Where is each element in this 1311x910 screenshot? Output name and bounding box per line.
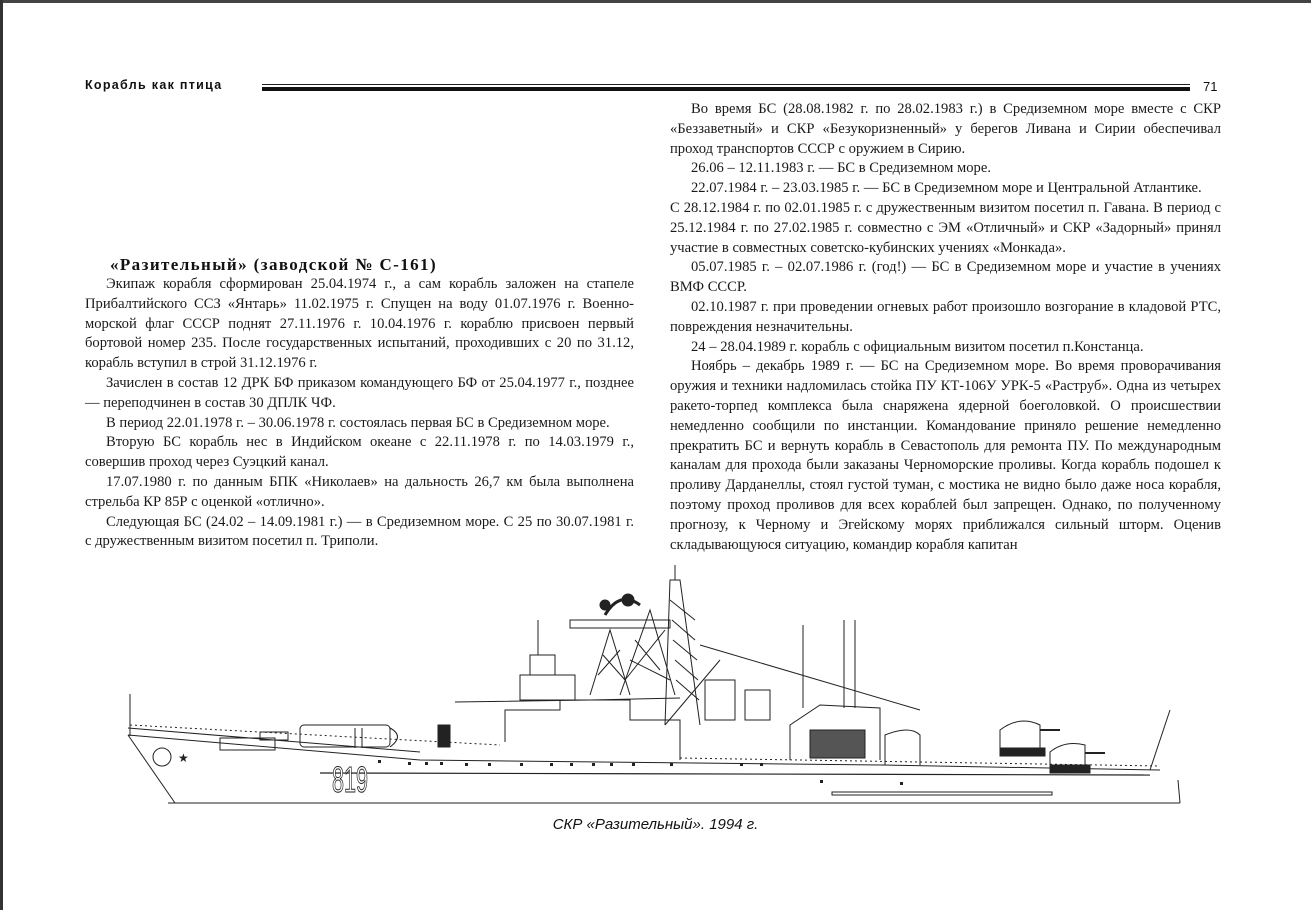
star-emblem-icon: ★ <box>178 751 189 765</box>
bridge <box>520 675 575 700</box>
header-rule-thin <box>262 84 1190 85</box>
bow-stem <box>128 735 175 803</box>
header-rule <box>262 84 1190 91</box>
stern <box>1178 780 1180 803</box>
paragraph: 02.10.1987 г. при проведении огневых работ произошло возгорание в кладовой РТС, повреждения незначительны. <box>670 298 1221 335</box>
hull-number: 819 <box>332 759 368 800</box>
paragraph: Во время БС (28.08.1982 г. по 28.02.1983 г.) в Средиземном море вместе с СКР «Беззаветный» и СКР «Безукоризненный» у берегов Ливана и Сирии обеспечивал проход транспортов СССР с оружием в Сирию. <box>670 101 1221 157</box>
ensign-staff <box>1150 710 1170 770</box>
anchor-hawse-icon <box>153 748 171 766</box>
right-column <box>670 100 1221 555</box>
viewer-top-border <box>0 0 1311 3</box>
gun-turret-1 <box>1000 721 1040 750</box>
left-column <box>85 275 634 552</box>
viewer-left-border <box>0 0 3 910</box>
paragraph: 26.06 – 12.11.1983 г. — БС в Средиземном море. <box>691 160 991 177</box>
paragraph: Ноябрь – декабрь 1989 г. — БС на Средиземном море. Во время проворачивания оружия и техники надломилась стойка ПУ КТ-106У УРК-5 «Раструб». Одна из четырех ракето-торпед комплекса была снаряжена ядерной боеголовкой. О происшествии немедленно сообщили по инстанции. Командование приняло решение немедленно прекратить БС и вернуть корабль в Севастополь для ремонта ПУ. По международным каналам для прохода были заказаны Черноморские проливы. Когда корабль подошел к проливу Дарданеллы, стоял густой туман, с мостика не видно было даже носа корабля, поэтому проход проливов для всех кораблей был запрещен. Однако, по полученному прогнозу, к Черному и Эгейскому морях приближался сильный шторм. Оценив складывающуюся ситуацию, командир корабля капитан <box>670 358 1221 553</box>
running-title: Корабль как птица <box>85 78 223 92</box>
paragraph: Вторую БС корабль нес в Индийском океане с 22.11.1978 г. по 14.03.1979 г., совершив проход через Суэцкий канал. <box>85 434 634 471</box>
main-mast <box>665 580 700 725</box>
page-number: 71 <box>1203 79 1218 94</box>
paragraph: В период 22.01.1978 г. – 30.06.1978 г. состоялась первая БС в Средиземном море. <box>106 414 610 431</box>
portholes <box>378 760 903 785</box>
paragraph: С 28.12.1984 г. по 02.01.1985 г. с дружественным визитом посетил п. Гавана. В период с 25.12.1984 г. по 27.02.1985 г. совместно с ЭМ «Отличный» и СКР «Задорный» принял участие в совместных советско-кубинских учениях «Монкада». <box>670 199 1221 256</box>
paragraph: 05.07.1985 г. – 02.07.1986 г. (год!) — БС в Средиземном море и участие в учениях ВМФ СССР. <box>670 259 1221 296</box>
paragraph: 17.07.1980 г. по данным БПК «Николаев» на дальность 26,7 км была выполнена стрельба КР 85Р с оценкой «отлично». <box>85 473 634 510</box>
paragraph: Экипаж корабля сформирован 25.04.1974 г., а сам корабль заложен на стапеле Прибалтийского ССЗ «Янтарь» 11.02.1975 г. Спущен на воду 01.07.1976 г. Военно-морской флаг СССР поднят 27.11.1976 г. 10.04.1976 г. кораблю присвоен первый бортовой номер 235. После государственных испытаний, проходивших с 20 по 31.12, корабль вступил в строй 31.12.1976 г. <box>85 276 634 372</box>
header-rule-thick <box>262 87 1190 91</box>
paragraph: 24 – 28.04.1989 г. корабль с официальным визитом посетил п.Констанца. <box>691 338 1144 355</box>
ship-profile-drawing <box>120 560 1190 810</box>
figure-caption: СКР «Разительный». 1994 г. <box>552 816 759 833</box>
section-heading: «Разительный» (заводской № С-161) <box>110 255 438 274</box>
paragraph: Зачислен в состав 12 ДРК БФ приказом командующего БФ от 25.04.1977 г., позднее — переподчинен в состав 30 ДПЛК ЧФ. <box>85 374 634 411</box>
paragraph: Следующая БС (24.02 – 14.09.1981 г.) — в Средиземном море. С 25 по 30.07.1981 г. с дружественным визитом посетил п. Триполи. <box>85 513 634 550</box>
gun-turret-2 <box>1050 744 1085 765</box>
paragraph: 22.07.1984 г. – 23.03.1985 г. — БС в Средиземном море и Центральной Атлантике. <box>691 180 1202 197</box>
